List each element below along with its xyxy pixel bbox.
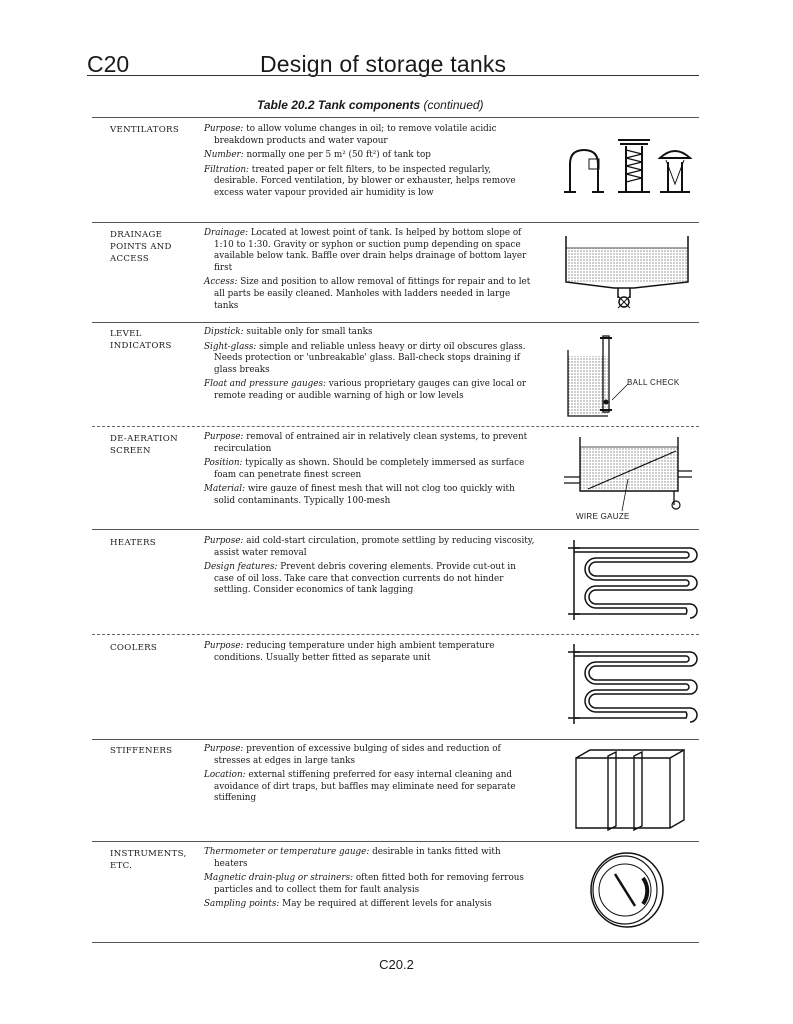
table-caption <box>257 98 484 112</box>
row-body-instruments <box>204 847 536 914</box>
drainage-figure <box>562 232 692 312</box>
entry: Location: external stiffening preferred for easy internal cleaning and avoidance of dirt traps, but baffles may eliminate need for separate stiffening <box>204 770 516 804</box>
row-divider <box>92 426 699 427</box>
entry: Filtration: treated paper or felt filters, to be inspected regularly, desirable. Forced ventilation, by blower or exhauster, helps remove excess water vapour provided air humidity is low <box>204 164 516 198</box>
table-caption-continued: (continued) <box>423 98 484 112</box>
row-label-de-aeration: DE-AERATION SCREEN <box>110 434 178 456</box>
row-body-heaters <box>204 536 536 600</box>
row-divider <box>92 529 699 530</box>
entry: Position: typically as shown. Should be completely immersed as surface foam can penetrate finest screen <box>204 458 525 480</box>
row-body-coolers <box>204 641 536 667</box>
entry: Dipstick: suitable only for small tanks <box>204 327 373 337</box>
row-label-ventilators: VENTILATORS <box>110 125 180 135</box>
entry: Thermometer or temperature gauge: desirable in tanks fitted with heaters <box>204 847 501 869</box>
ball-check-label: BALL CHECK <box>627 378 680 387</box>
de-aeration-figure <box>562 433 694 513</box>
row-divider <box>92 942 699 943</box>
entry: Access: Size and position to allow removal of fittings for repair and to let all parts be easily cleaned. Manholes with ladders needed in large tanks <box>204 277 531 311</box>
entry: Number: normally one per 5 m² (50 ft²) of tank top <box>204 150 431 161</box>
row-divider <box>92 222 699 223</box>
level-indicator-figure <box>562 328 632 420</box>
row-divider <box>92 634 699 635</box>
entry: Material: wire gauze of finest mesh that will not clog too quickly with solid contaminants. Typically 100-mesh <box>204 484 515 506</box>
ventilators-figure <box>562 128 702 200</box>
row-divider <box>92 117 699 118</box>
entry: Purpose: prevention of excessive bulging of sides and reduction of stresses at edges in large tanks <box>204 744 501 766</box>
stiffeners-figure <box>572 748 690 832</box>
entry: Purpose: removal of entrained air in relatively clean systems, to prevent recirculation <box>204 432 528 454</box>
cooler-coil-figure <box>562 642 702 726</box>
row-body-stiffeners <box>204 744 536 808</box>
entry: Drainage: Located at lowest point of tank. Is helped by bottom slope of 1:10 to 1:30. Gravity or syphon or suction pump depending on space available below tank. Baffle over drain helps drainage of bottom layer first <box>204 228 527 273</box>
entry: Sight-glass: simple and reliable unless heavy or dirty oil obscures glass. Needs protection or 'unbreakable' glass. Ball-check stops draining if glass breaks <box>204 341 526 375</box>
header-rule <box>87 75 699 76</box>
entry: Purpose: to allow volume changes in oil; to remove volatile acidic breakdown products and water vapour <box>204 124 497 146</box>
entry: Float and pressure gauges: various proprietary gauges can give local or remote reading or audible warning of high or low levels <box>204 379 527 401</box>
row-body-level-indicators <box>204 327 536 406</box>
entry: Purpose: reducing temperature under high ambient temperature conditions. Usually better fitted as separate unit <box>204 641 495 663</box>
row-divider <box>92 841 699 842</box>
section-code: C20 <box>87 51 130 77</box>
row-divider <box>92 322 699 323</box>
row-label-heaters: HEATERS <box>110 538 156 548</box>
row-label-drainage: DRAINAGE POINTS AND ACCESS <box>110 230 172 264</box>
row-body-ventilators <box>204 124 536 203</box>
gauge-figure <box>585 850 667 930</box>
entry: Magnetic drain-plug or strainers: often fitted both for removing ferrous particles and to collect them for fault analysis <box>204 873 524 895</box>
entry: Purpose: aid cold-start circulation, promote settling by reducing viscosity, assist water removal <box>204 536 535 558</box>
page-number: C20.2 <box>379 957 414 972</box>
wire-gauze-label: WIRE GAUZE <box>576 512 630 521</box>
row-label-coolers: COOLERS <box>110 643 158 653</box>
row-body-drainage <box>204 228 536 315</box>
heater-coil-figure <box>562 538 702 622</box>
row-label-stiffeners: STIFFENERS <box>110 746 173 756</box>
table-caption-title: Table 20.2 Tank components <box>257 98 421 112</box>
row-divider <box>92 739 699 740</box>
entry: Sampling points: May be required at different levels for analysis <box>204 899 492 910</box>
page-title: Design of storage tanks <box>260 51 507 77</box>
row-label-instruments: INSTRUMENTS, ETC. <box>110 849 187 871</box>
row-label-level-indicators: LEVEL INDICATORS <box>110 329 172 351</box>
entry: Design features: Prevent debris covering elements. Provide cut-out in case of oil loss. Take care that convection currents do not hinder settling. Consider economics of tank lagging <box>204 562 516 596</box>
row-body-de-aeration <box>204 432 536 511</box>
